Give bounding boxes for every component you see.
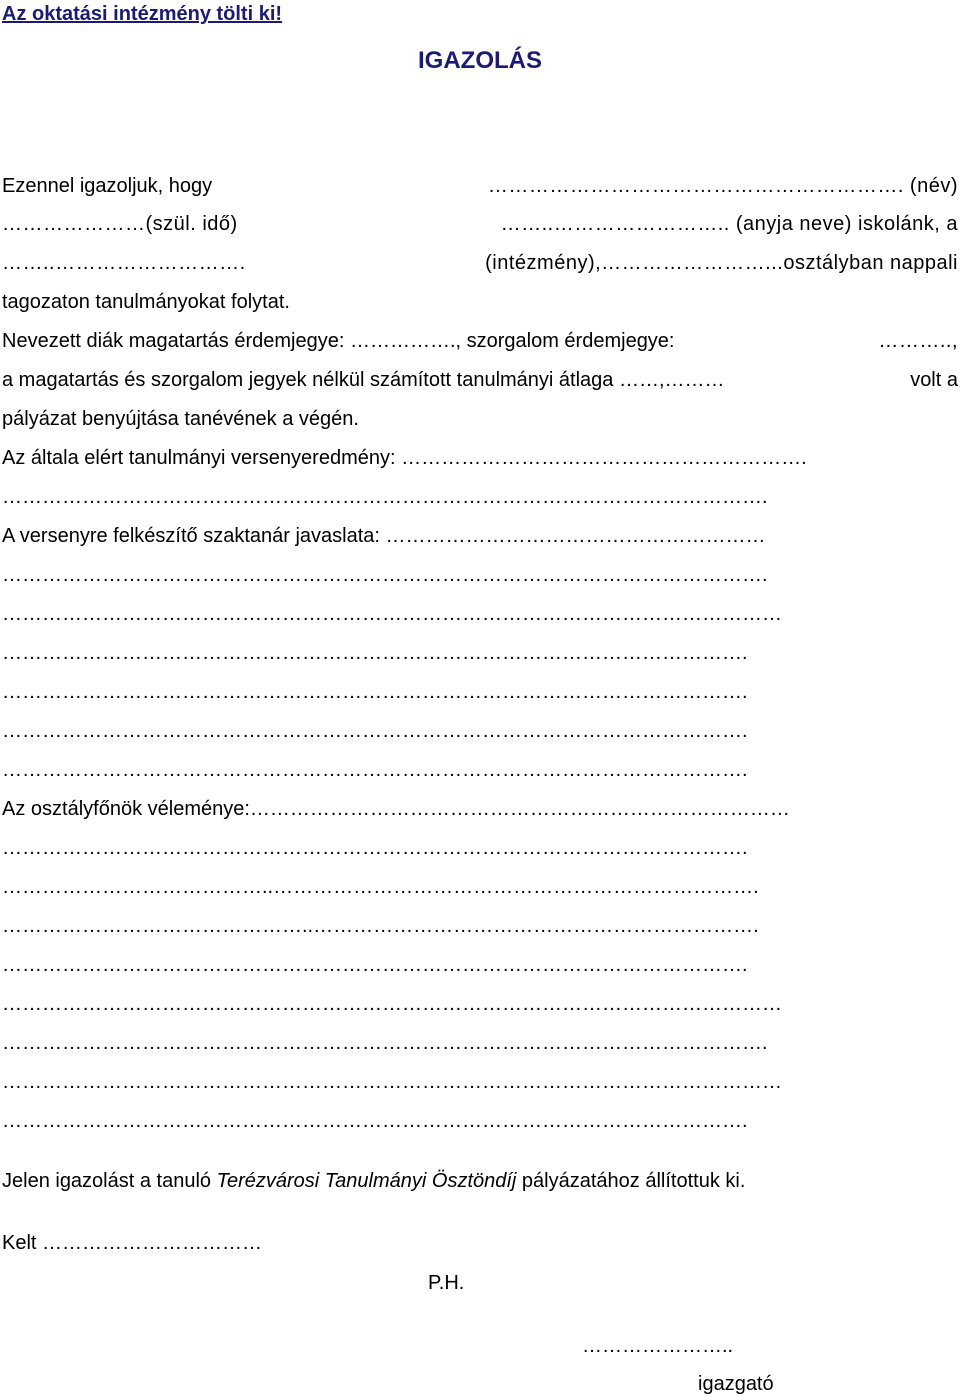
teacher-suggestion-line[interactable]: ………………………………………………………………………………………………………: [2, 603, 782, 625]
signature-role: igazgató: [698, 1373, 774, 1395]
institution-field[interactable]: ……..……………………….: [2, 252, 246, 274]
teacher-suggestion-line[interactable]: ………………………………………………………………………………………………….: [2, 642, 748, 664]
closing-statement: [2, 1169, 745, 1193]
date-place-field[interactable]: Kelt ……………………………: [2, 1232, 263, 1254]
paragraph-line-5: [2, 329, 958, 353]
stamp-placeholder: P.H.: [428, 1272, 465, 1294]
line-text: Ezennel igazoljuk, hogy: [2, 175, 213, 197]
teacher-suggestion-line[interactable]: ………………………………………………………………………………………………….: [2, 759, 748, 781]
head-teacher-opinion-line[interactable]: ………………………………………………………………………………………………….: [2, 837, 748, 859]
signature-field[interactable]: …………………..: [582, 1335, 734, 1357]
paragraph-line-7: pályázat benyújtása tanévének a végén.: [2, 408, 359, 430]
teacher-suggestion-line[interactable]: ………………………………………………………………………………………………….: [2, 720, 748, 742]
paragraph-line-4: tagozaton tanulmányokat folytat.: [2, 291, 290, 313]
name-field[interactable]: ……………………………………………………. (név): [487, 175, 958, 197]
grades-text: Nevezett diák magatartás érdemjegye: ……………., szorgalom érdemjegye:: [2, 330, 675, 352]
birthdate-field[interactable]: …………………(szül. idő): [2, 213, 238, 235]
document-title: IGAZOLÁS: [418, 47, 542, 74]
head-teacher-opinion-line[interactable]: …………………………………..……………………………………………………………….: [2, 876, 759, 898]
closing-pre: Jelen igazolást a tanuló: [2, 1170, 217, 1192]
competition-result-continuation[interactable]: …………………………………………………………………………………………………….: [2, 486, 768, 508]
head-teacher-opinion-line[interactable]: ………………………………………………………………………………………………………: [2, 993, 782, 1015]
paragraph-line-2: [2, 212, 958, 236]
paragraph-line-1: [2, 174, 958, 198]
average-text-end: volt a: [910, 369, 958, 391]
instruction-notice: Az oktatási intézmény tölti ki!: [2, 3, 283, 25]
head-teacher-opinion-line[interactable]: ………………………………………………………………………………………………….: [2, 1110, 748, 1132]
average-text: a magatartás és szorgalom jegyek nélkül számított tanulmányi átlaga ……,………: [2, 369, 725, 391]
head-teacher-opinion-line[interactable]: ………………………………………………………………………………………………………: [2, 1071, 782, 1093]
paragraph-line-6: [2, 368, 958, 392]
teacher-suggestion-line[interactable]: …………………………………………………………………………………………………….: [2, 564, 768, 586]
competition-result-field[interactable]: Az általa elért tanulmányi versenyeredmény: …………………………………………………….: [2, 447, 807, 469]
teacher-suggestion-label[interactable]: A versenyre felkészítő szaktanár javaslata: …………………………………………………: [2, 525, 766, 547]
program-name: Terézvárosi Tanulmányi Ösztöndíj: [216, 1170, 517, 1192]
closing-post: pályázatához állítottuk ki.: [516, 1170, 746, 1192]
head-teacher-opinion-label[interactable]: Az osztályfőnök véleménye:………………………………………………………………………: [2, 798, 790, 820]
head-teacher-opinion-line[interactable]: ………………………………………………………………………………………………….: [2, 954, 748, 976]
paragraph-line-3: [2, 251, 958, 275]
diligence-grade-field[interactable]: ………..,: [878, 330, 958, 352]
teacher-suggestion-line[interactable]: ………………………………………………………………………………………………….: [2, 681, 748, 703]
head-teacher-opinion-line[interactable]: …………………………………………………………………………………………………….: [2, 1032, 768, 1054]
class-field[interactable]: (intézmény),……………………...osztályban nappali: [485, 252, 958, 274]
head-teacher-opinion-line[interactable]: ………………………………………..………………………………………………………….: [2, 915, 759, 937]
mother-name-field[interactable]: ……..…………………….. (anyja neve) iskolánk, a: [500, 213, 958, 235]
